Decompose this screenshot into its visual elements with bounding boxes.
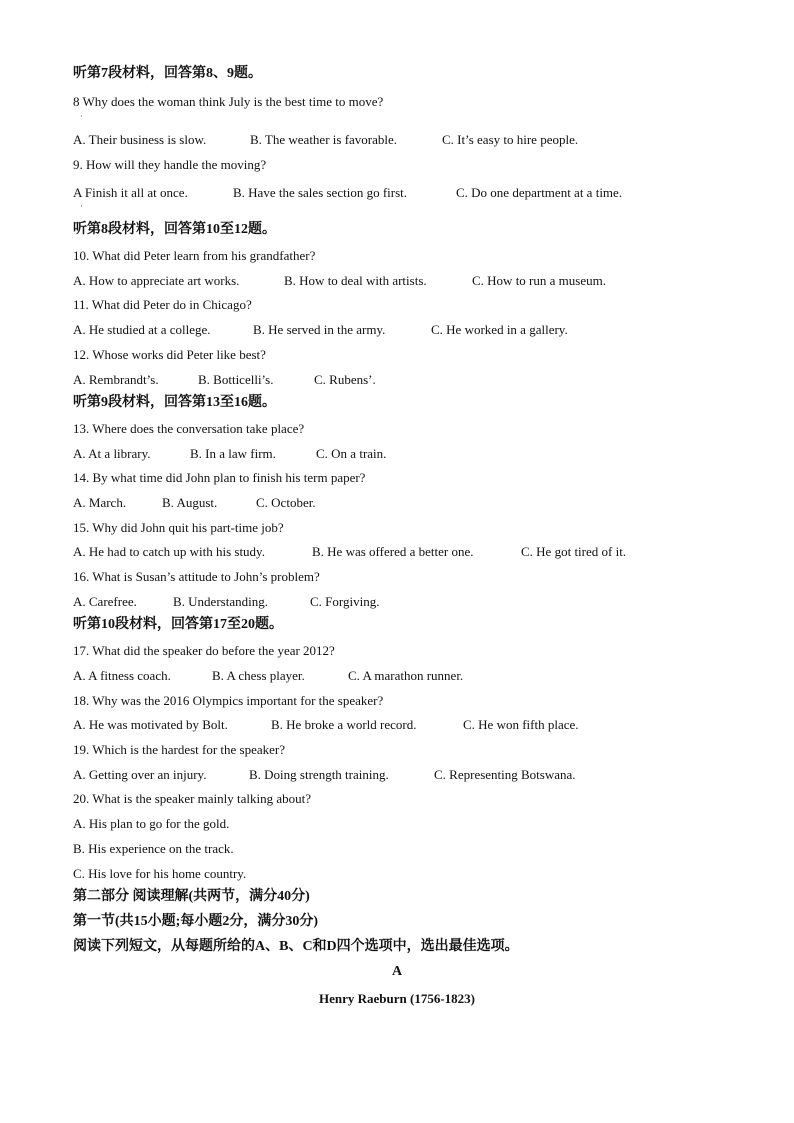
- stray-mark: ·: [80, 111, 83, 121]
- option-20b: B. His experience on the track.: [73, 841, 234, 856]
- part-2-subsection: 第一节(共15小题;每小题2分，满分30分): [73, 914, 318, 929]
- option-c: C. October.: [256, 495, 316, 510]
- option-c: C. Do one department at a time.: [456, 185, 623, 200]
- options-12: [73, 372, 376, 388]
- question-16: 16. What is Susan’s attitude to John’s problem?: [73, 569, 320, 584]
- option-c: C. He won fifth place.: [463, 717, 579, 732]
- options-17: [73, 668, 464, 684]
- option-20c: C. His love for his home country.: [73, 866, 247, 881]
- options-10: [73, 273, 606, 289]
- option-a: A. How to appreciate art works.: [73, 273, 240, 288]
- options-8: [73, 132, 579, 148]
- option-c: C. Representing Botswana.: [434, 767, 576, 782]
- question-20: 20. What is the speaker mainly talking about?: [73, 791, 312, 806]
- option-c: C. It’s easy to hire people.: [442, 132, 579, 147]
- options-15: [73, 544, 627, 560]
- option-a: A. At a library.: [73, 446, 151, 461]
- options-9: [73, 185, 623, 201]
- option-b: B. A chess player.: [212, 668, 305, 683]
- question-12: 12. Whose works did Peter like best?: [73, 347, 266, 362]
- question-17: 17. What did the speaker do before the year 2012?: [73, 643, 335, 658]
- option-c: C. Rubens’.: [314, 372, 376, 387]
- option-a: A. He was motivated by Bolt.: [73, 717, 228, 732]
- part-2-title: 第二部分 阅读理解(共两节，满分40分): [73, 889, 310, 904]
- option-a: A. Rembrandt’s.: [73, 372, 159, 387]
- option-a: A. Carefree.: [73, 594, 137, 609]
- options-18: [73, 717, 579, 733]
- option-a: A. March.: [73, 495, 127, 510]
- option-b: B. He broke a world record.: [271, 717, 417, 732]
- options-13: [73, 446, 387, 462]
- option-b: B. In a law firm.: [190, 446, 276, 461]
- option-c: C. How to run a museum.: [472, 273, 606, 288]
- option-c: C. He got tired of it.: [521, 544, 627, 559]
- question-14: 14. By what time did John plan to finish his term paper?: [73, 470, 366, 485]
- options-11: [73, 322, 568, 338]
- option-c: C. A marathon runner.: [348, 668, 464, 683]
- stray-mark: ·: [80, 201, 83, 211]
- question-18: 18. Why was the 2016 Olympics important for the speaker?: [73, 693, 384, 708]
- option-b: B. Doing strength training.: [249, 767, 389, 782]
- question-11: 11. What did Peter do in Chicago?: [73, 297, 252, 312]
- options-14: [73, 495, 316, 511]
- section-header-8: 听第8段材料，回答第10至12题。: [73, 222, 276, 237]
- option-a: A. A fitness coach.: [73, 668, 171, 683]
- option-c: C. He worked in a gallery.: [431, 322, 568, 337]
- question-9: 9. How will they handle the moving?: [73, 157, 267, 172]
- option-b: B. How to deal with artists.: [284, 273, 427, 288]
- question-8: 8 Why does the woman think July is the best time to move?: [73, 94, 384, 109]
- option-b: B. He served in the army.: [253, 322, 386, 337]
- section-header-10: 听第10段材料，回答第17至20题。: [73, 617, 283, 632]
- option-c: C. On a train.: [316, 446, 387, 461]
- option-b: B. Understanding.: [173, 594, 268, 609]
- options-19: [73, 767, 576, 783]
- option-c: C. Forgiving.: [310, 594, 380, 609]
- option-b: B. Have the sales section go first.: [233, 185, 408, 200]
- section-header-7: 听第7段材料，回答第8、9题。: [73, 66, 262, 81]
- option-a: A. Getting over an injury.: [73, 767, 207, 782]
- option-b: B. Botticelli’s.: [198, 372, 274, 387]
- option-a: A Finish it all at once.: [73, 185, 188, 200]
- question-15: 15. Why did John quit his part-time job?: [73, 520, 284, 535]
- question-13: 13. Where does the conversation take place?: [73, 421, 305, 436]
- options-16: [73, 594, 380, 610]
- option-b: B. August.: [162, 495, 218, 510]
- option-a: A. He studied at a college.: [73, 322, 211, 337]
- question-19: 19. Which is the hardest for the speaker?: [73, 742, 286, 757]
- option-a: A. Their business is slow.: [73, 132, 207, 147]
- option-20a: A. His plan to go for the gold.: [73, 816, 230, 831]
- passage-letter: A: [391, 964, 403, 979]
- passage-heading: Henry Raeburn (1756-1823): [319, 991, 475, 1006]
- option-a: A. He had to catch up with his study.: [73, 544, 265, 559]
- option-b: B. He was offered a better one.: [312, 544, 474, 559]
- part-2-instructions: 阅读下列短文，从每题所给的A、B、C和D四个选项中，选出最佳选项。: [73, 939, 519, 954]
- question-10: 10. What did Peter learn from his grandfather?: [73, 248, 316, 263]
- section-header-9: 听第9段材料，回答第13至16题。: [73, 395, 276, 410]
- option-b: B. The weather is favorable.: [250, 132, 398, 147]
